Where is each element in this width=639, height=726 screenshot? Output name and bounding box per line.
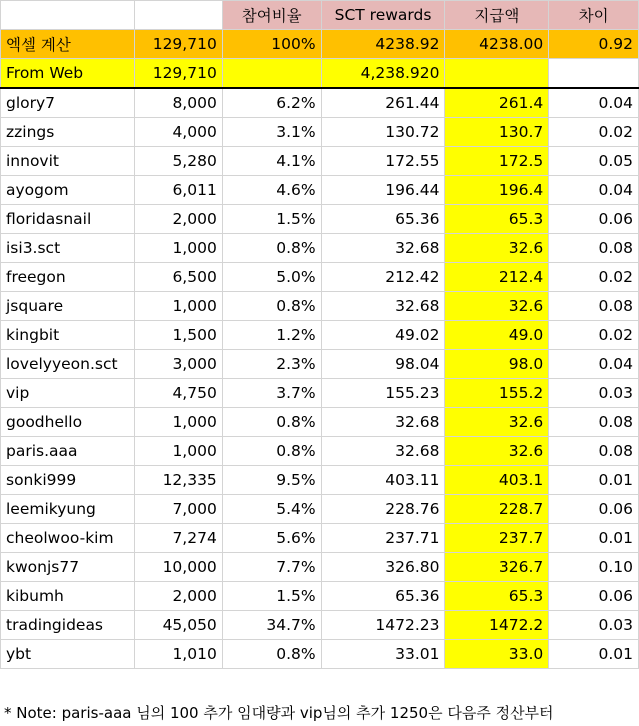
- cell-diff[interactable]: 0.08: [549, 437, 639, 466]
- cell-name[interactable]: cheolwoo-kim: [1, 524, 135, 553]
- cell-rewards[interactable]: 403.11: [321, 466, 445, 495]
- table-row: [1, 176, 639, 205]
- cell-ratio[interactable]: 0.8%: [222, 408, 321, 437]
- cell-name[interactable]: floridasnail: [1, 205, 135, 234]
- cell-amount[interactable]: 7,000: [134, 495, 222, 524]
- cell-amount[interactable]: 1,000: [134, 408, 222, 437]
- cell-ratio[interactable]: 9.5%: [222, 466, 321, 495]
- cell-name[interactable]: jsquare: [1, 292, 135, 321]
- cell-ratio[interactable]: 3.1%: [222, 118, 321, 147]
- cell-ratio[interactable]: 0.8%: [222, 234, 321, 263]
- cell-amount[interactable]: 2,000: [134, 582, 222, 611]
- cell-name[interactable]: leemikyung: [1, 495, 135, 524]
- cell-name[interactable]: paris.aaa: [1, 437, 135, 466]
- web-total-row: [1, 59, 639, 89]
- cell-rewards[interactable]: 32.68: [321, 234, 445, 263]
- cell-paid[interactable]: 237.7: [445, 524, 549, 553]
- cell-amount[interactable]: 4,000: [134, 118, 222, 147]
- cell-rewards[interactable]: 261.44: [321, 88, 445, 118]
- table-row: [1, 292, 639, 321]
- cell-diff[interactable]: 0.04: [549, 176, 639, 205]
- cell-ratio[interactable]: 5.4%: [222, 495, 321, 524]
- cell-amount[interactable]: 1,000: [134, 292, 222, 321]
- cell-paid[interactable]: 49.0: [445, 321, 549, 350]
- cell-diff[interactable]: 0.08: [549, 292, 639, 321]
- cell-ratio[interactable]: 3.7%: [222, 379, 321, 408]
- table-row: [1, 466, 639, 495]
- cell-paid[interactable]: 98.0: [445, 350, 549, 379]
- cell-diff[interactable]: 0.06: [549, 205, 639, 234]
- cell-rewards[interactable]: 65.36: [321, 582, 445, 611]
- cell-paid[interactable]: 261.4: [445, 88, 549, 118]
- cell-ratio[interactable]: 34.7%: [222, 611, 321, 640]
- table-row: [1, 553, 639, 582]
- cell-paid[interactable]: 32.6: [445, 408, 549, 437]
- excel-rewards[interactable]: 4238.92: [321, 30, 445, 59]
- cell-name[interactable]: tradingideas: [1, 611, 135, 640]
- cell-paid[interactable]: 1472.2: [445, 611, 549, 640]
- cell-rewards[interactable]: 155.23: [321, 379, 445, 408]
- table-row: [1, 147, 639, 176]
- cell-name[interactable]: freegon: [1, 263, 135, 292]
- cell-diff[interactable]: 0.03: [549, 611, 639, 640]
- web-ratio[interactable]: [222, 59, 321, 89]
- footnote: * Note: paris-aaa 님의 100 추가 임대량과 vip님의 추가 1250은 다음주 정산부터: [4, 704, 554, 722]
- cell-name[interactable]: kwonjs77: [1, 553, 135, 582]
- web-amount[interactable]: 129,710: [134, 59, 222, 89]
- header-cell-amount[interactable]: [134, 1, 222, 30]
- cell-paid[interactable]: 196.4: [445, 176, 549, 205]
- cell-diff[interactable]: 0.06: [549, 582, 639, 611]
- cell-diff[interactable]: 0.05: [549, 147, 639, 176]
- excel-amount[interactable]: 129,710: [134, 30, 222, 59]
- header-paid[interactable]: 지급액: [445, 1, 549, 30]
- cell-amount[interactable]: 5,280: [134, 147, 222, 176]
- cell-name[interactable]: innovit: [1, 147, 135, 176]
- cell-amount[interactable]: 12,335: [134, 466, 222, 495]
- cell-rewards[interactable]: 33.01: [321, 640, 445, 669]
- cell-name[interactable]: ayogom: [1, 176, 135, 205]
- cell-rewards[interactable]: 172.55: [321, 147, 445, 176]
- web-label[interactable]: From Web: [1, 59, 135, 89]
- cell-name[interactable]: zzings: [1, 118, 135, 147]
- cell-diff[interactable]: 0.04: [549, 88, 639, 118]
- cell-name[interactable]: ybt: [1, 640, 135, 669]
- cell-ratio[interactable]: 4.6%: [222, 176, 321, 205]
- cell-paid[interactable]: 32.6: [445, 234, 549, 263]
- cell-amount[interactable]: 10,000: [134, 553, 222, 582]
- cell-amount[interactable]: 1,000: [134, 234, 222, 263]
- cell-name[interactable]: goodhello: [1, 408, 135, 437]
- cell-diff[interactable]: 0.02: [549, 321, 639, 350]
- cell-diff[interactable]: 0.04: [549, 350, 639, 379]
- cell-amount[interactable]: 4,750: [134, 379, 222, 408]
- header-diff[interactable]: 차이: [549, 1, 639, 30]
- table-row: [1, 205, 639, 234]
- cell-rewards[interactable]: 32.68: [321, 408, 445, 437]
- cell-amount[interactable]: 6,500: [134, 263, 222, 292]
- table-row: [1, 640, 639, 669]
- cell-rewards[interactable]: 228.76: [321, 495, 445, 524]
- cell-ratio[interactable]: 7.7%: [222, 553, 321, 582]
- cell-paid[interactable]: 65.3: [445, 582, 549, 611]
- excel-paid[interactable]: 4238.00: [445, 30, 549, 59]
- cell-diff[interactable]: 0.08: [549, 234, 639, 263]
- table-row: [1, 321, 639, 350]
- excel-diff[interactable]: 0.92: [549, 30, 639, 59]
- cell-ratio[interactable]: 0.8%: [222, 437, 321, 466]
- cell-rewards[interactable]: 237.71: [321, 524, 445, 553]
- cell-paid[interactable]: 212.4: [445, 263, 549, 292]
- cell-paid[interactable]: 403.1: [445, 466, 549, 495]
- table-row: [1, 582, 639, 611]
- table-row: [1, 118, 639, 147]
- cell-diff[interactable]: 0.02: [549, 118, 639, 147]
- cell-rewards[interactable]: 49.02: [321, 321, 445, 350]
- cell-diff[interactable]: 0.06: [549, 495, 639, 524]
- cell-ratio[interactable]: 1.5%: [222, 205, 321, 234]
- cell-ratio[interactable]: 4.1%: [222, 147, 321, 176]
- cell-name[interactable]: glory7: [1, 88, 135, 118]
- cell-paid[interactable]: 33.0: [445, 640, 549, 669]
- table-row: [1, 495, 639, 524]
- cell-diff[interactable]: 0.03: [549, 379, 639, 408]
- web-diff[interactable]: [549, 59, 639, 89]
- table-row: [1, 88, 639, 118]
- cell-name[interactable]: kibumh: [1, 582, 135, 611]
- cell-paid[interactable]: 130.7: [445, 118, 549, 147]
- cell-ratio[interactable]: 1.2%: [222, 321, 321, 350]
- header-ratio[interactable]: 참여비율: [222, 1, 321, 30]
- cell-ratio[interactable]: 5.6%: [222, 524, 321, 553]
- cell-rewards[interactable]: 130.72: [321, 118, 445, 147]
- header-rewards[interactable]: SCT rewards: [321, 1, 445, 30]
- cell-diff[interactable]: 0.08: [549, 408, 639, 437]
- cell-paid[interactable]: 32.6: [445, 437, 549, 466]
- cell-amount[interactable]: 45,050: [134, 611, 222, 640]
- cell-diff[interactable]: 0.01: [549, 466, 639, 495]
- cell-amount[interactable]: 6,011: [134, 176, 222, 205]
- cell-amount[interactable]: 1,010: [134, 640, 222, 669]
- excel-label[interactable]: 엑셀 계산: [1, 30, 135, 59]
- cell-ratio[interactable]: 0.8%: [222, 640, 321, 669]
- table-row: [1, 408, 639, 437]
- cell-ratio[interactable]: 6.2%: [222, 88, 321, 118]
- header-row: [1, 1, 639, 30]
- cell-diff[interactable]: 0.02: [549, 263, 639, 292]
- cell-paid[interactable]: 172.5: [445, 147, 549, 176]
- cell-amount[interactable]: 3,000: [134, 350, 222, 379]
- table-row: [1, 611, 639, 640]
- excel-total-row: [1, 30, 639, 59]
- cell-amount[interactable]: 1,500: [134, 321, 222, 350]
- cell-amount[interactable]: 7,274: [134, 524, 222, 553]
- cell-diff[interactable]: 0.10: [549, 553, 639, 582]
- cell-amount[interactable]: 2,000: [134, 205, 222, 234]
- web-rewards[interactable]: 4,238.920: [321, 59, 445, 89]
- cell-rewards[interactable]: 32.68: [321, 292, 445, 321]
- cell-ratio[interactable]: 1.5%: [222, 582, 321, 611]
- cell-amount[interactable]: 8,000: [134, 88, 222, 118]
- cell-rewards[interactable]: 1472.23: [321, 611, 445, 640]
- cell-name[interactable]: vip: [1, 379, 135, 408]
- table-row: [1, 379, 639, 408]
- cell-name[interactable]: kingbit: [1, 321, 135, 350]
- excel-ratio[interactable]: 100%: [222, 30, 321, 59]
- cell-paid[interactable]: 65.3: [445, 205, 549, 234]
- cell-rewards[interactable]: 98.04: [321, 350, 445, 379]
- cell-name[interactable]: sonki999: [1, 466, 135, 495]
- cell-ratio[interactable]: 5.0%: [222, 263, 321, 292]
- cell-rewards[interactable]: 65.36: [321, 205, 445, 234]
- cell-ratio[interactable]: 2.3%: [222, 350, 321, 379]
- cell-paid[interactable]: 32.6: [445, 292, 549, 321]
- table-row: [1, 263, 639, 292]
- cell-paid[interactable]: 326.7: [445, 553, 549, 582]
- cell-rewards[interactable]: 326.80: [321, 553, 445, 582]
- cell-paid[interactable]: 155.2: [445, 379, 549, 408]
- table-row: [1, 524, 639, 553]
- cell-rewards[interactable]: 196.44: [321, 176, 445, 205]
- table-row: [1, 234, 639, 263]
- table-row: [1, 350, 639, 379]
- table-row: [1, 437, 639, 466]
- cell-ratio[interactable]: 0.8%: [222, 292, 321, 321]
- cell-name[interactable]: isi3.sct: [1, 234, 135, 263]
- header-cell-name[interactable]: [1, 1, 135, 30]
- web-paid[interactable]: [445, 59, 549, 89]
- cell-paid[interactable]: 228.7: [445, 495, 549, 524]
- cell-name[interactable]: lovelyyeon.sct: [1, 350, 135, 379]
- cell-diff[interactable]: 0.01: [549, 640, 639, 669]
- cell-rewards[interactable]: 32.68: [321, 437, 445, 466]
- cell-rewards[interactable]: 212.42: [321, 263, 445, 292]
- cell-diff[interactable]: 0.01: [549, 524, 639, 553]
- cell-amount[interactable]: 1,000: [134, 437, 222, 466]
